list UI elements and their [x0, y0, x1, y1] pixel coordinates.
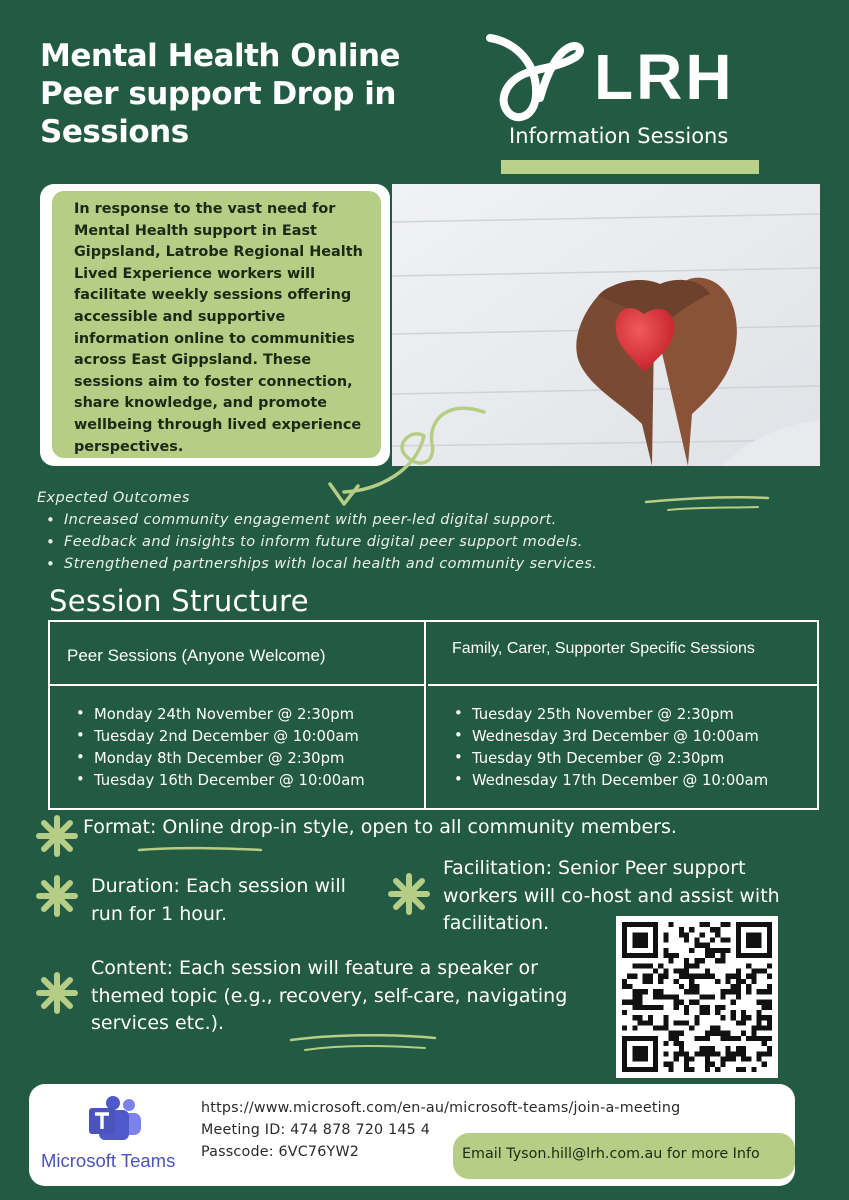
outcomes-title: Expected Outcomes [37, 490, 190, 506]
meeting-url-link[interactable]: https://www.microsoft.com/en-au/microsoft-teams/join-a-meeting [201, 1100, 681, 1116]
column-heading: Family, Carer, Supporter Specific Sessions [428, 622, 817, 686]
session-date: • Tuesday 2nd December @ 10:00am [50, 728, 424, 750]
meeting-passcode: Passcode: 6VC76YW2 [201, 1144, 360, 1160]
meeting-id: Meeting ID: 474 878 720 145 4 [201, 1122, 431, 1138]
session-date: • Monday 24th November @ 2:30pm [50, 706, 424, 728]
session-date: • Wednesday 3rd December @ 10:00am [428, 728, 817, 750]
session-date-list [428, 686, 817, 794]
decorative-strokes [640, 490, 775, 520]
email-contact-pill[interactable]: Email Tyson.hill@lrh.com.au for more Info [453, 1133, 795, 1179]
session-date: • Tuesday 25th November @ 2:30pm [428, 706, 817, 728]
outcome-item: • Feedback and insights to inform future digital peer support models. [40, 534, 597, 556]
page-title: Mental Health Online Peer support Drop in Sessions [40, 38, 401, 150]
asterisk-star-icon [386, 871, 432, 917]
format-text: Format: Online drop-in style, open to all community members. [83, 816, 677, 838]
outcome-item: • Strengthened partnerships with local health and community services. [40, 556, 597, 578]
session-date: • Monday 8th December @ 2:30pm [50, 750, 424, 772]
asterisk-star-icon [34, 970, 80, 1016]
session-date: • Tuesday 9th December @ 2:30pm [428, 750, 817, 772]
microsoft-teams-icon [87, 1096, 143, 1144]
asterisk-star-icon [34, 873, 80, 919]
column-heading: Peer Sessions (Anyone Welcome) [50, 622, 424, 686]
meeting-footer [29, 1084, 795, 1186]
intro-text: In response to the vast need for Mental Health support in East Gippsland, Latrobe Regional Health Lived Experience workers will facilitate weekly sessions offering accessible and supportive information online to communities across East Gippsland. These sessions aim to foster connection, share knowledge, and promote wellbeing through lived experience perspectives. [74, 201, 363, 455]
facilitation-text: Facilitation: Senior Peer support workers will co-host and assist with facilitation. [443, 857, 780, 935]
session-date: • Wednesday 17th December @ 10:00am [428, 772, 817, 794]
decorative-strokes [285, 1030, 440, 1058]
teams-label: Microsoft Teams [41, 1150, 176, 1171]
outcome-item: • Increased community engagement with peer-led digital support. [40, 512, 597, 534]
lrh-butterfly-logo-icon [476, 24, 596, 134]
session-date: • Tuesday 16th December @ 10:00am [50, 772, 424, 794]
session-date-list [50, 686, 424, 794]
logo-subtitle: Information Sessions [509, 124, 729, 148]
outcomes-list [40, 512, 597, 578]
content-text: Content: Each session will feature a speaker or themed topic (e.g., recovery, self-care, navigating services etc.). [91, 957, 568, 1035]
curved-arrow-icon [320, 400, 500, 510]
peer-sessions-column [50, 622, 426, 808]
session-structure-title: Session Structure [49, 584, 309, 618]
lrh-logo [476, 22, 766, 182]
decorative-strokes [135, 842, 265, 858]
family-sessions-column [428, 622, 817, 808]
duration-text: Duration: Each session will run for 1 hour. [91, 875, 346, 925]
session-schedule-table [48, 620, 819, 810]
logo-underline-bar [501, 160, 759, 174]
qr-code-icon[interactable] [616, 916, 778, 1078]
logo-wordmark: LRH [594, 41, 735, 113]
asterisk-star-icon [34, 813, 80, 859]
